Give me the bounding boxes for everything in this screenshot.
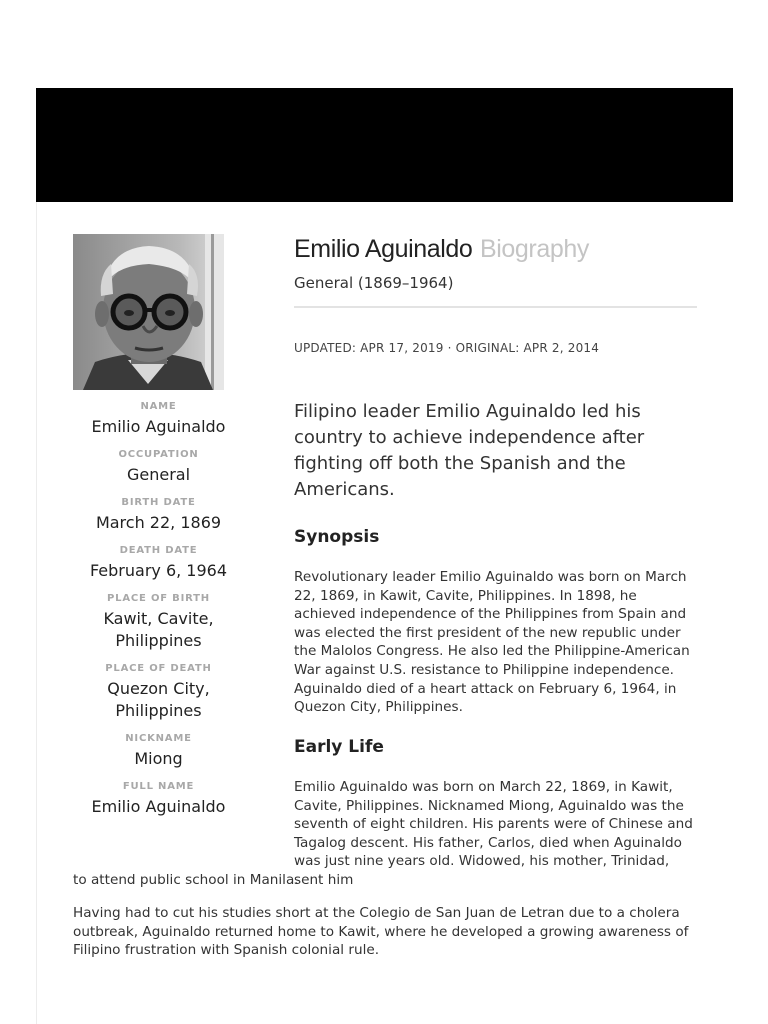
fact-place-of-death	[73, 660, 244, 722]
title-suffix: Biography	[480, 235, 589, 263]
fact-label: PLACE OF BIRTH	[107, 593, 210, 604]
fact-place-of-birth	[73, 590, 244, 652]
fact-nickname	[73, 730, 244, 770]
fact-name	[73, 398, 244, 438]
fact-label: OCCUPATION	[118, 449, 199, 460]
article-lede: Filipino leader Emilio Aguinaldo led his country to achieve independence after fighting off both the Spanish and the Americans.	[294, 401, 645, 500]
fact-label: NAME	[140, 401, 177, 412]
early-life-paragraph-2: Having had to cut his studies short at the Colegio de San Juan de Letran due to a cholera outbreak, Aguinaldo returned home to Kawit, where he developed a growing awareness of Filipino frustration with Spanish colonial rule.	[73, 905, 689, 959]
fact-label: PLACE OF DEATH	[105, 663, 212, 674]
portrait-photo	[73, 234, 224, 390]
fact-label: FULL NAME	[122, 781, 195, 792]
early-life-paragraph-1-continued: to attend public school in Manila.	[73, 872, 299, 888]
header-divider	[294, 306, 697, 308]
article-dates: UPDATED: APR 17, 2019 · ORIGINAL: APR 2, 2014	[294, 341, 600, 355]
section-heading-synopsis: Synopsis	[294, 527, 380, 547]
title-name: Emilio Aguinaldo	[294, 235, 473, 263]
page-subtitle: General (1869–1964)	[294, 274, 454, 292]
fact-value: Quezon City, Philippines	[107, 679, 210, 720]
fact-sidebar	[73, 398, 244, 826]
fact-value: February 6, 1964	[89, 561, 228, 580]
ad-banner[interactable]	[36, 88, 733, 202]
fact-value: Emilio Aguinaldo	[91, 417, 226, 436]
fact-value: Kawit, Cavite, Philippines	[103, 609, 214, 650]
fact-label: DEATH DATE	[119, 545, 198, 556]
fact-label: BIRTH DATE	[121, 497, 196, 508]
fact-death-date	[73, 542, 244, 582]
fact-occupation	[73, 446, 244, 486]
fact-value: Miong	[134, 749, 183, 768]
fact-label: NICKNAME	[125, 733, 192, 744]
fact-birth-date	[73, 494, 244, 534]
section-heading-early-life: Early Life	[294, 737, 384, 757]
fact-full-name	[73, 778, 244, 818]
fact-value: Emilio Aguinaldo	[91, 797, 226, 816]
fact-value: March 22, 1869	[95, 513, 222, 532]
early-life-paragraph-1: Emilio Aguinaldo was born on March 22, 1869, in Kawit, Cavite, Philippines. Nicknamed Miong, Aguinaldo was the seventh of eight children. His parents were of Chinese and Tagalog descent. His father, Carlos, died when Aguinaldo was just nine years old. Widowed, his mother, Trinidad, sent him	[294, 779, 693, 888]
article-header	[294, 230, 697, 356]
page-title	[294, 230, 697, 268]
synopsis-paragraph: Revolutionary leader Emilio Aguinaldo was born on March 22, 1869, in Kawit, Cavite, Philippines. In 1898, he achieved independence of the Philippines from Spain and was elected the first president of the new republic under the Malolos Congress. He also led the Philippine-American War against U.S. resistance to Philippine independence. Aguinaldo died of a heart attack on February 6, 1964, in Quezon City, Philippines.	[294, 569, 690, 716]
fact-value: General	[126, 465, 191, 484]
